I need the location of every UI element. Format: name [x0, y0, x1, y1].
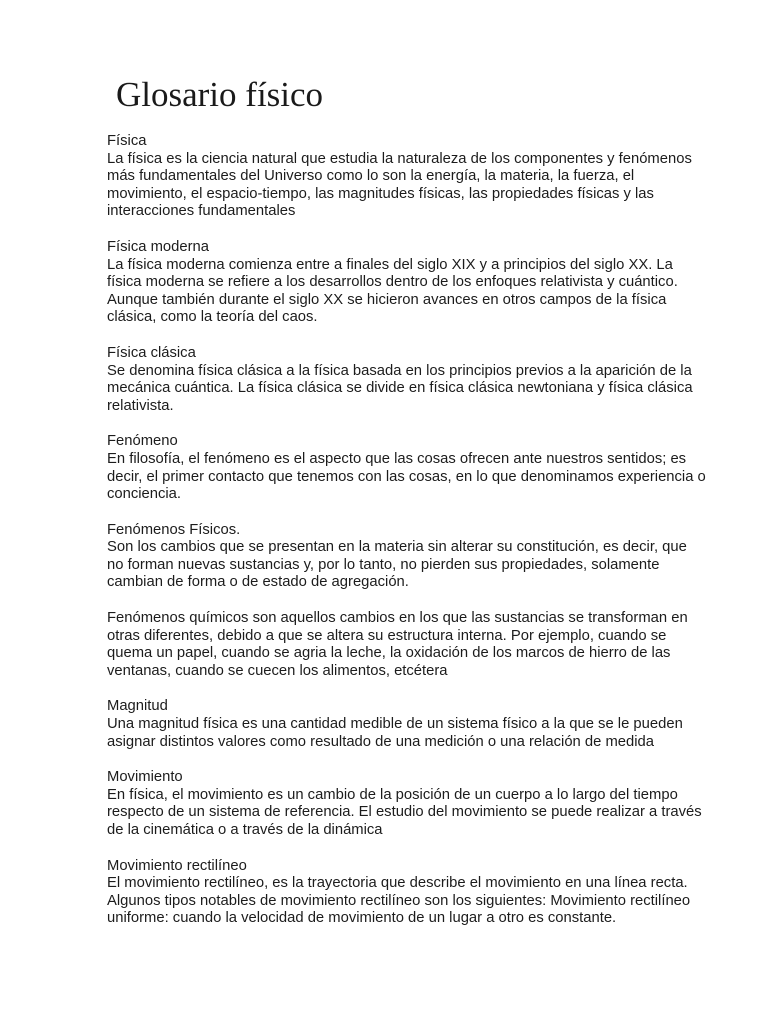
entry-definition: En filosofía, el fenómeno es el aspecto que las cosas ofrecen ante nuestros sentidos; es decir, el primer contacto que tenemos con las cosas, en lo que denominamos experiencia o conciencia. — [107, 450, 706, 503]
entry-term: Magnitud — [107, 698, 168, 715]
entry-term: Fenómenos Físicos. — [107, 521, 241, 538]
glossary-entry-fenomenos-quimicos — [107, 610, 707, 680]
entry-definition: La física es la ciencia natural que estudia la naturaleza de los componentes y fenómenos más fundamentales del Universo como lo son la energía, la materia, la fuerza, el movimiento, el espacio-tiempo, las magnitudes físicas, las propiedades físicas y las interacciones fundamentales — [107, 150, 692, 220]
glossary-entry-movimiento — [107, 769, 707, 839]
glossary-entry-fisica-moderna — [107, 239, 707, 327]
entry-definition: Se denomina física clásica a la física basada en los principios previos a la aparición de la mecánica cuántica. La física clásica se divide en física clásica newtoniana y física clásica relativista. — [107, 362, 693, 414]
glossary-entry-fenomenos-fisicos — [107, 522, 707, 592]
entry-definition: La física moderna comienza entre a finales del siglo XIX y a principios del siglo XX. La física moderna se refiere a los desarrollos dentro de los enfoques relativista y cuántico. Aunque también durante el siglo XX se hicieron avances en otros campos de la física clásica, como la teoría del caos. — [107, 256, 678, 326]
glossary-entry-magnitud — [107, 698, 707, 751]
glossary-entry-fisica — [107, 133, 707, 221]
entry-term: Movimiento rectilíneo — [107, 857, 247, 874]
entry-definition: Son los cambios que se presentan en la materia sin alterar su constitución, es decir, que no forman nuevas sustancias y, por lo tanto, no pierden sus propiedades, solamente cambian de forma o de estado de agregación. — [107, 539, 687, 591]
glossary-entry-fisica-clasica — [107, 345, 707, 415]
glossary-entries — [107, 133, 707, 946]
entry-term: Movimiento — [107, 769, 183, 786]
entry-definition: Una magnitud física es una cantidad medible de un sistema físico a la que se le pueden asignar distintos valores como resultado de una medición o una relación de medida — [107, 716, 683, 750]
entry-term: Física — [107, 133, 147, 149]
glossary-entry-fenomeno — [107, 433, 707, 503]
entry-term: Fenómeno — [107, 433, 178, 450]
entry-definition: Fenómenos químicos son aquellos cambios en los que las sustancias se transforman en otras diferentes, debido a que se altera su estructura interna. Por ejemplo, cuando se quema un papel, cuando se agria la leche, la oxidación de los marcos de hierro de las ventanas, cuando se cuecen los alimentos, etcétera — [107, 610, 688, 679]
glossary-entry-movimiento-rectilineo — [107, 858, 707, 928]
page-title: Glosario físico — [116, 75, 324, 114]
entry-term: Física clásica — [107, 344, 196, 361]
entry-term: Física moderna — [107, 238, 209, 255]
entry-definition: En física, el movimiento es un cambio de la posición de un cuerpo a lo largo del tiempo respecto de un sistema de referencia. El estudio del movimiento se puede realizar a través de la cinemática o a través de la dinámica — [107, 786, 702, 838]
entry-definition: El movimiento rectilíneo, es la trayectoria que describe el movimiento en una línea recta. Algunos tipos notables de movimiento rectilíneo son los siguientes: Movimiento rectilíneo uniforme: cuando la velocidad de movimiento de un lugar a otro es constante. — [107, 875, 691, 927]
